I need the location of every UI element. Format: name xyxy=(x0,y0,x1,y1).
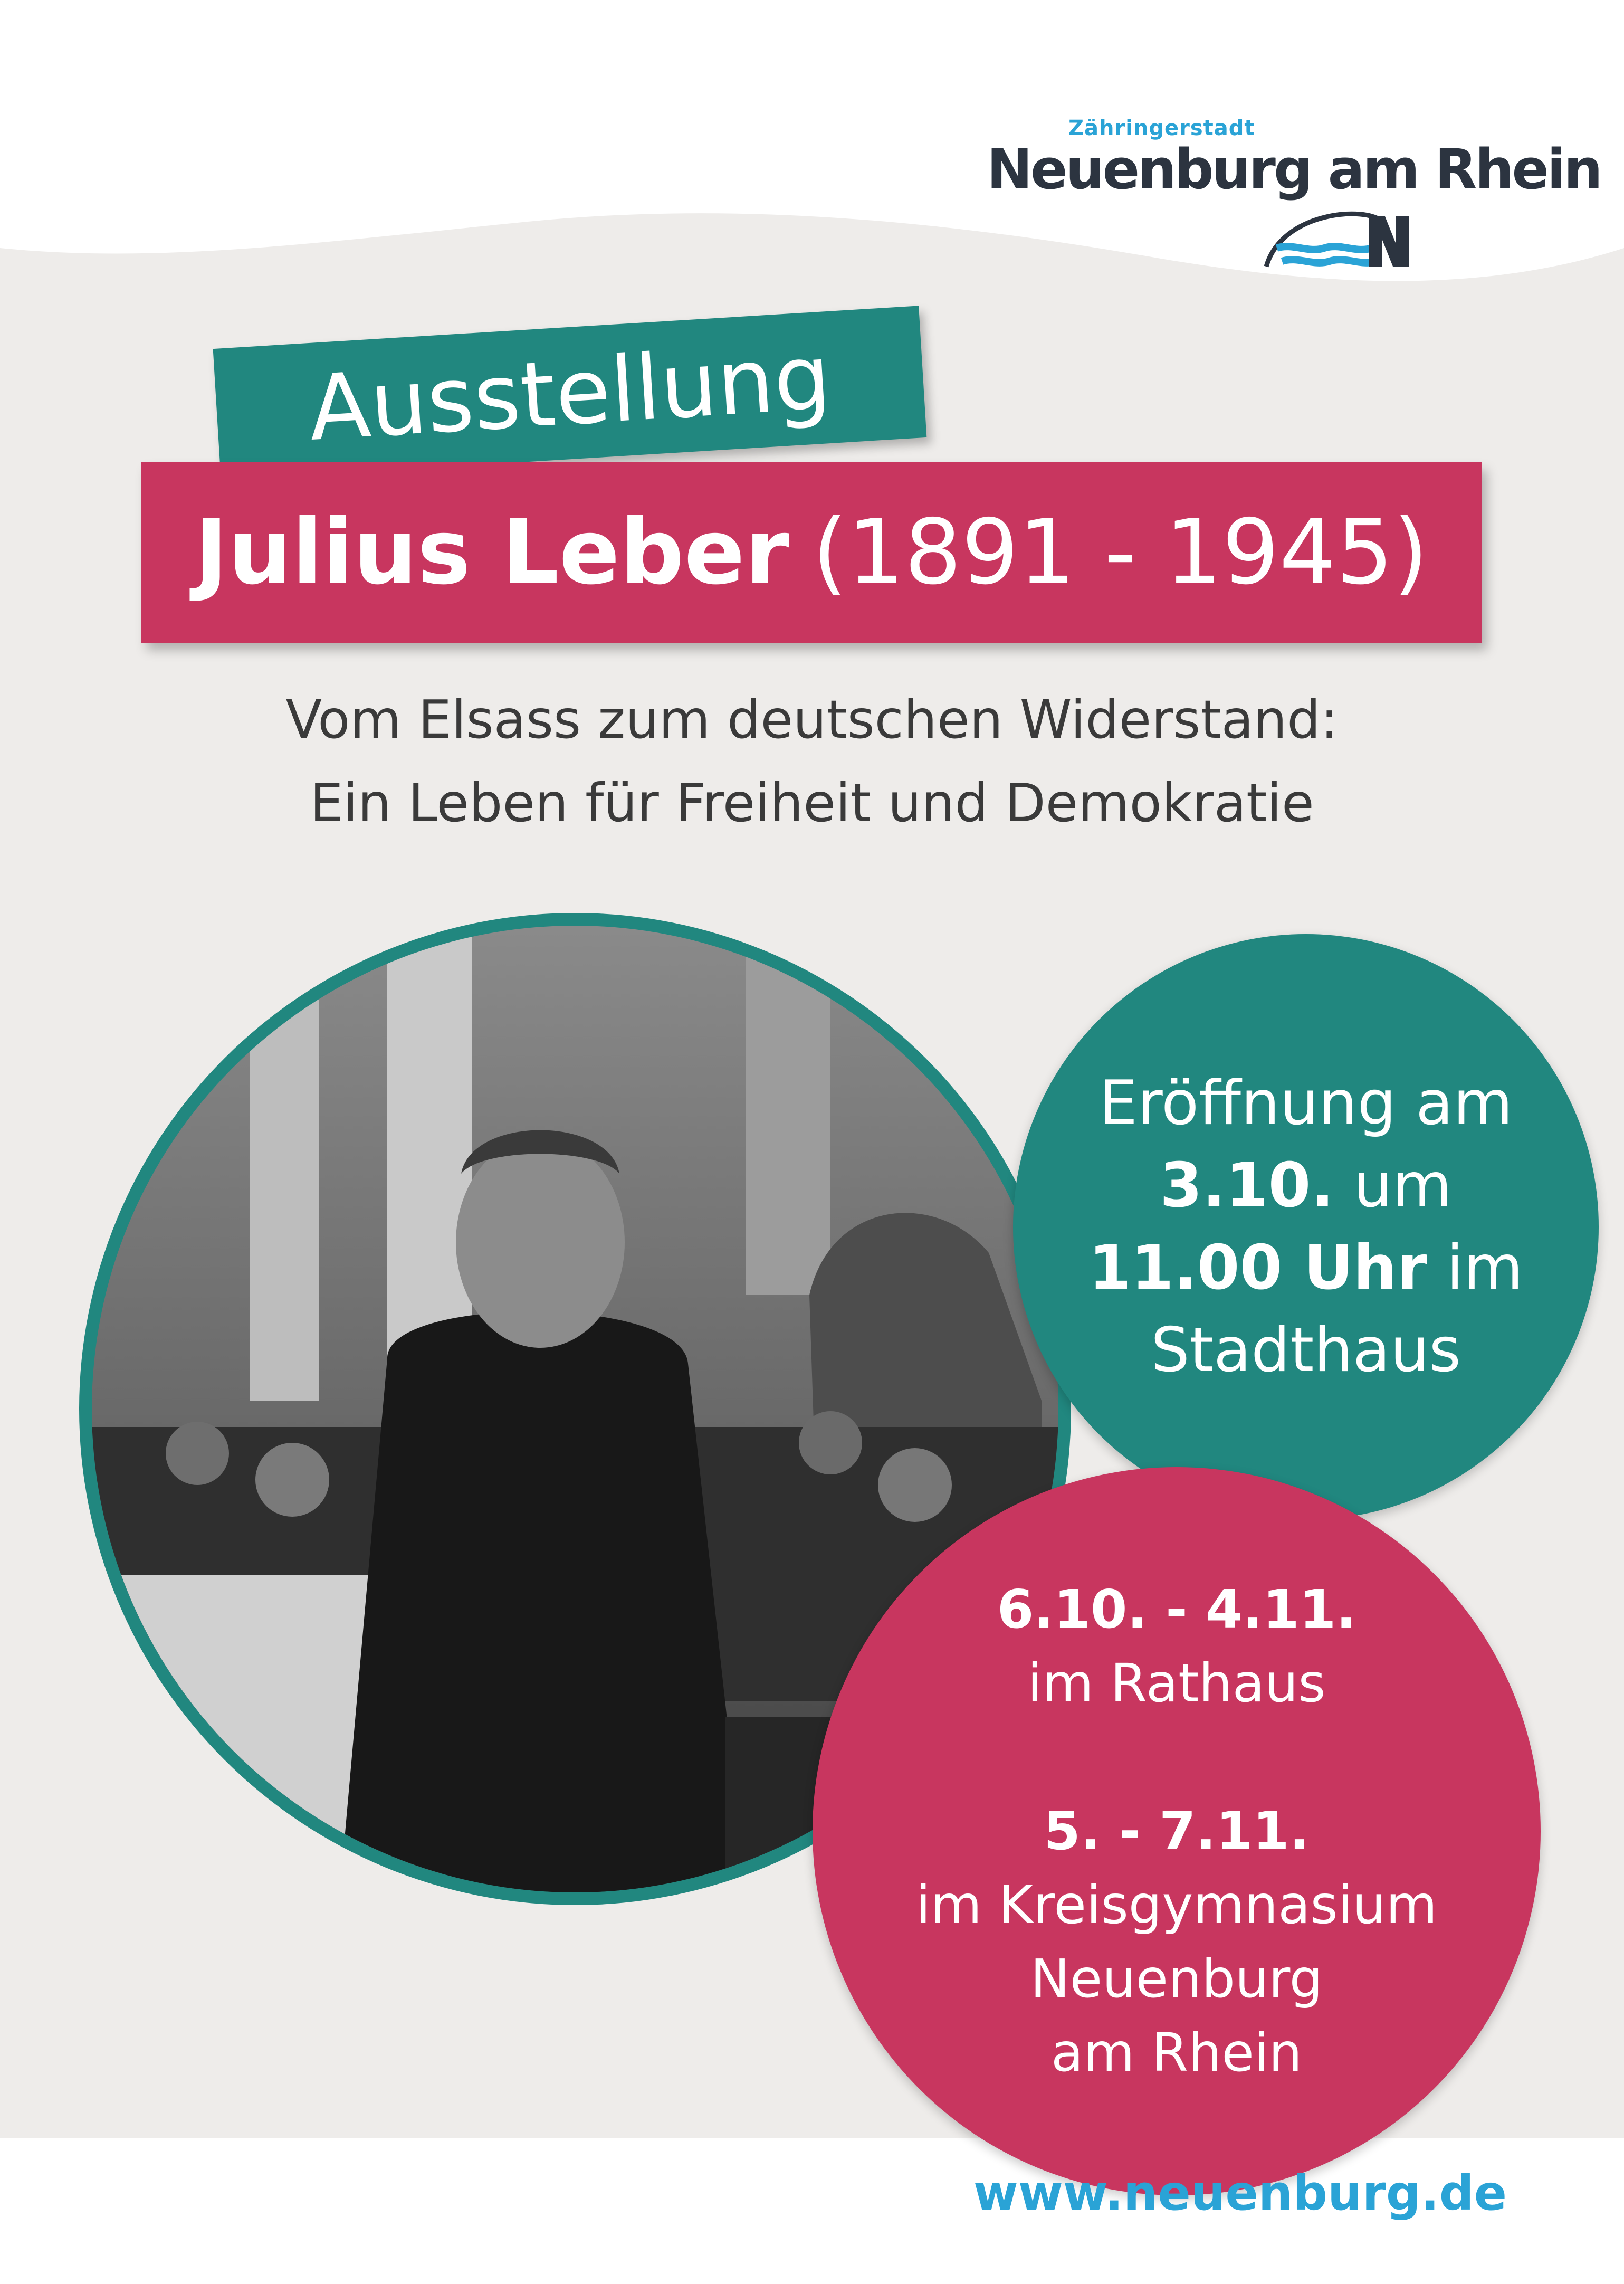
date-range-2: 5. - 7.11. xyxy=(1044,1800,1310,1862)
subtitle xyxy=(0,678,1624,845)
opening-line-1: Eröffnung am xyxy=(1098,1068,1513,1139)
bridge-water-n-icon xyxy=(1261,201,1409,269)
subtitle-line-1: Vom Elsass zum deutschen Widerstand: xyxy=(285,689,1339,750)
title-banner xyxy=(141,462,1482,643)
opening-time-suffix: im xyxy=(1446,1232,1523,1303)
opening-time: 11.00 Uhr xyxy=(1088,1232,1427,1303)
opening-place: Stadthaus xyxy=(1151,1315,1461,1386)
exhibition-tag-label: Ausstellung xyxy=(305,325,834,462)
opening-line-3 xyxy=(1088,1227,1523,1309)
date-place-2-line-1: im Kreisgymnasium xyxy=(915,1874,1438,1936)
opening-date: 3.10. xyxy=(1160,1150,1334,1221)
date-place-2-line-2: Neuenburg xyxy=(1030,1948,1323,2010)
date-range-1: 6.10. - 4.11. xyxy=(997,1578,1356,1640)
opening-info xyxy=(1013,934,1599,1520)
opening-line-2 xyxy=(1160,1145,1452,1227)
title-years: (1891 - 1945) xyxy=(812,500,1428,605)
website-url[interactable]: www.neuenburg.de xyxy=(973,2165,1507,2221)
logo-small-text: Zähringerstadt xyxy=(1068,116,1255,140)
opening-date-suffix: um xyxy=(1353,1150,1452,1221)
date-place-2-line-3: am Rhein xyxy=(1050,2022,1303,2083)
subtitle-line-2: Ein Leben für Freiheit und Demokratie xyxy=(310,772,1314,834)
date-place-1: im Rathaus xyxy=(1027,1652,1326,1714)
dates-info xyxy=(813,1467,1541,2195)
logo-main-text: Neuenburg am Rhein xyxy=(987,137,1601,202)
city-logo xyxy=(987,116,1601,274)
title-name: Julius Leber xyxy=(194,500,789,605)
